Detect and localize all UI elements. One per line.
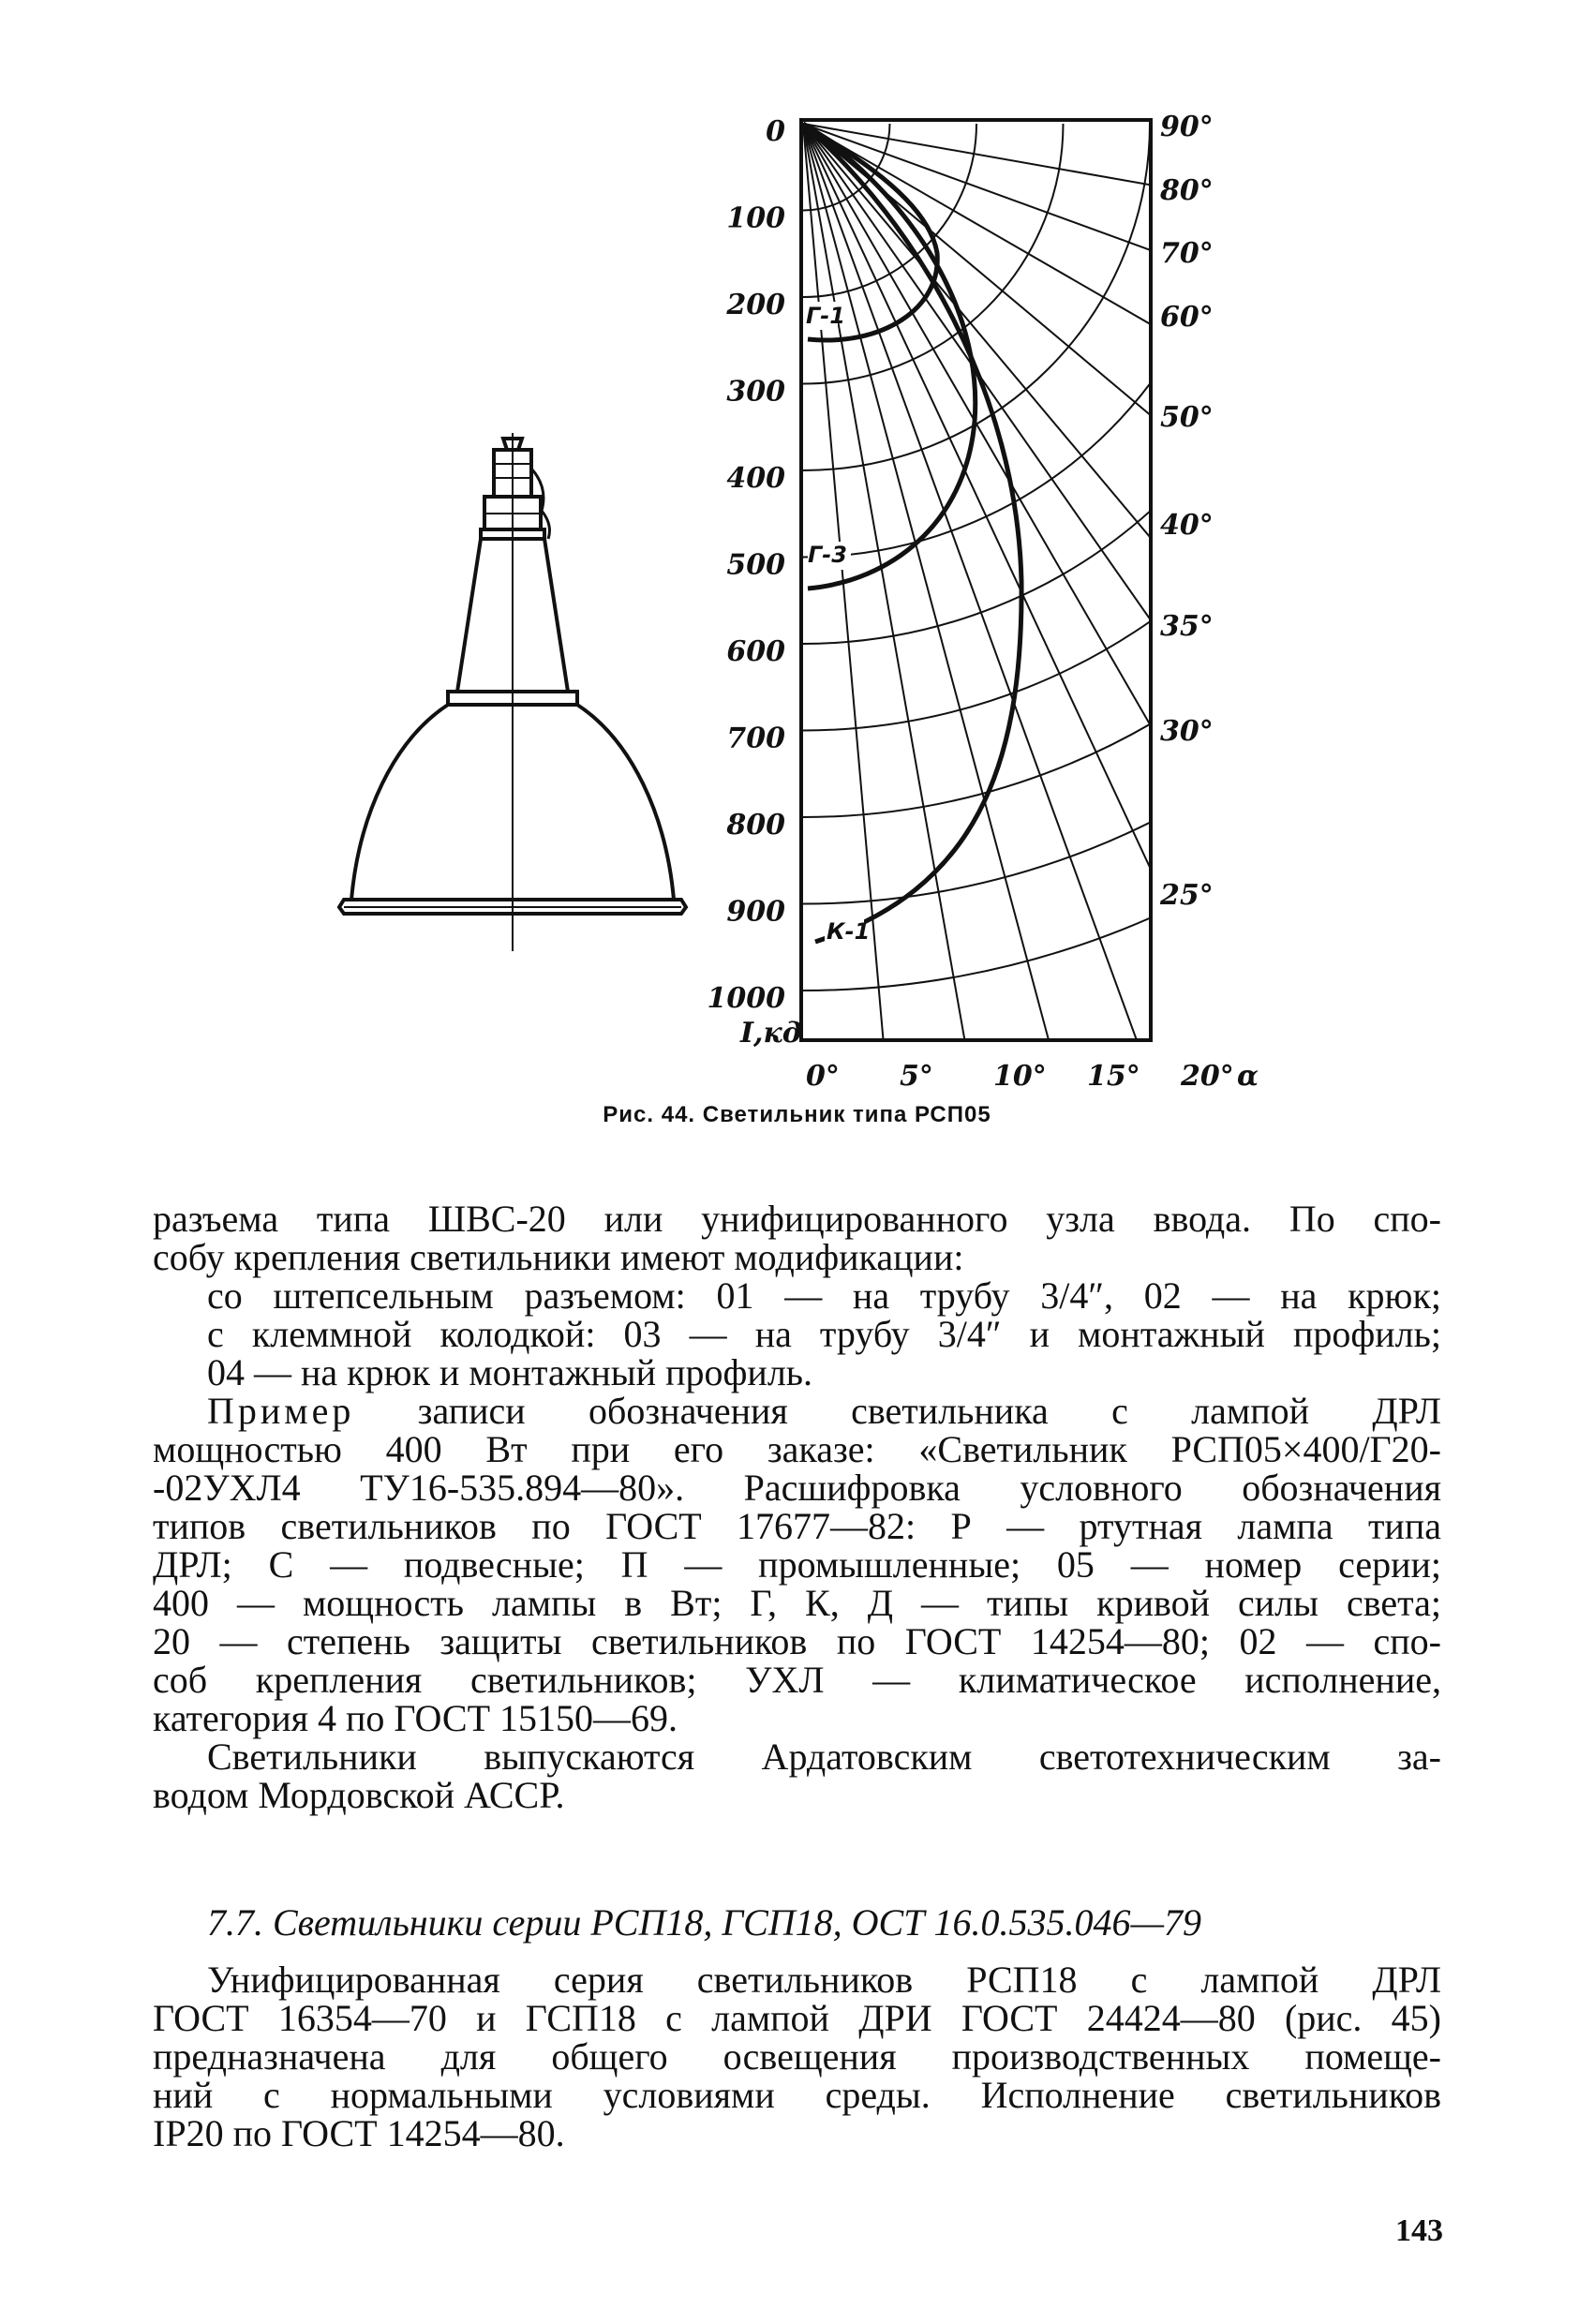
x-axis-label: 0° [806,1060,840,1093]
text-line: мощностью 400 Вт при его заказе: «Светильник РСП05×400/Г20- [153,1428,1441,1470]
text-line: типов светильников по ГОСТ 17677—82: Р — ртутная лампа типа [153,1505,1441,1547]
text-line: водом Мордовской АССР. [153,1774,565,1816]
text-line: ГОСТ 16354—70 и ГСП18 с лампой ДРИ ГОСТ 24424—80 (рис. 45) [153,1997,1441,2039]
y-axis-label: 600 [726,635,785,668]
grid-radial [803,124,1594,303]
y-axis-label: 1000 [707,982,785,1015]
y-axis-label: 800 [726,809,785,842]
text-line: ний с нормальными условиями среды. Исполнение светильников [153,2074,1441,2116]
text-line: разъема типа ШВС-20 или унифицированного узла ввода. По спо- [153,1198,1441,1240]
grid-radial [803,124,1593,786]
angle-label: 90° [1160,111,1214,143]
angle-label: 35° [1160,610,1214,643]
x-axis-symbol: α [1237,1060,1259,1093]
x-axis-label: 15° [1087,1060,1140,1093]
text-line: Унифицированная серия светильников РСП18 с лампой ДРЛ [207,1959,1441,2001]
text-line [153,1392,1441,1430]
text-line: собу крепления светильники имеют модификации: [153,1236,964,1278]
text-line: с клеммной колодкой: 03 — на трубу 3/4″ и монтажный профиль; [207,1313,1441,1355]
angle-label: 25° [1160,879,1214,912]
curve-label-g1: Г-1 [806,303,845,329]
grid-radial [803,124,1394,968]
angle-label: 60° [1160,301,1214,334]
text-line: 400 — мощность лампы в Вт; Г, К, Д — типы кривой силы света; [153,1582,1441,1624]
y-axis-label: 100 [726,201,785,235]
figure-44 [0,0,1594,1139]
angle-label: 70° [1160,237,1214,270]
angle-label: 80° [1160,174,1214,207]
page-number: 143 [1395,2213,1443,2248]
angle-label: 30° [1160,715,1214,748]
text-line: -02УХЛ4 ТУ16-535.894—80». Расшифровка условного обозначения [153,1467,1441,1509]
angle-labels [1159,111,1214,912]
x-axis-labels [806,1060,1234,1093]
body-text-block-1 [153,1199,1441,1814]
text-line: категория 4 по ГОСТ 15150—69. [153,1697,678,1739]
text-line: 04 — на крюк и монтажный профиль. [207,1351,813,1393]
y-axis-label: 0 [766,115,785,148]
figure-graphics [0,0,1594,1139]
text-line: предназначена для общего освещения производственных помеще- [153,2035,1441,2078]
text-line: соб крепления светильников; УХЛ — климатическое исполнение, [153,1659,1441,1701]
section-heading: 7.7. Светильники серии РСП18, ГСП18, ОСТ 16.0.535.046—79 [207,1901,1202,1944]
x-axis-label: 10° [993,1060,1047,1093]
lamp-drawing [339,433,686,951]
figure-caption: Рис. 44. Светильник типа РСП05 [603,1102,991,1127]
spaced-word: Пример [207,1390,355,1432]
x-axis-label: 20° [1181,1060,1234,1093]
body-text-block-2 [153,1960,1441,2153]
text-line: IP20 по ГОСТ 14254—80. [153,2112,565,2154]
y-axis-label: 500 [726,548,785,582]
text-line: Светильники выпускаются Ардатовским светотехническим за- [207,1736,1441,1778]
grid-radial [803,124,1466,914]
text-line: 20 — степень защиты светильников по ГОСТ 14254—80; 02 — спо- [153,1620,1441,1662]
text-span: записи обозначения светильника с лампой ДРЛ [354,1390,1441,1432]
y-axis-label: 400 [726,462,785,495]
angle-label: 40° [1160,509,1214,542]
curve-label-k1: К-1 [827,918,871,945]
y-axis-label: 200 [726,289,785,321]
y-axis-labels [708,115,786,1015]
grid-radial [803,124,1155,1093]
angle-label: 50° [1160,401,1214,434]
text-line: ДРЛ; С — подвесные; П — промышленные; 05 — номер серии; [153,1543,1441,1586]
y-axis-unit: I,кд [740,1017,802,1050]
y-axis-label: 900 [726,895,785,929]
y-axis-label: 300 [726,375,785,409]
x-axis-label: 5° [900,1060,933,1093]
text-line: со штепсельным разъемом: 01 — на трубу 3/4″, 02 — на крюк; [207,1274,1441,1317]
y-axis-label: 700 [726,722,785,755]
curve-label-g3: Г-3 [808,542,847,568]
grid-radial [803,124,893,1139]
